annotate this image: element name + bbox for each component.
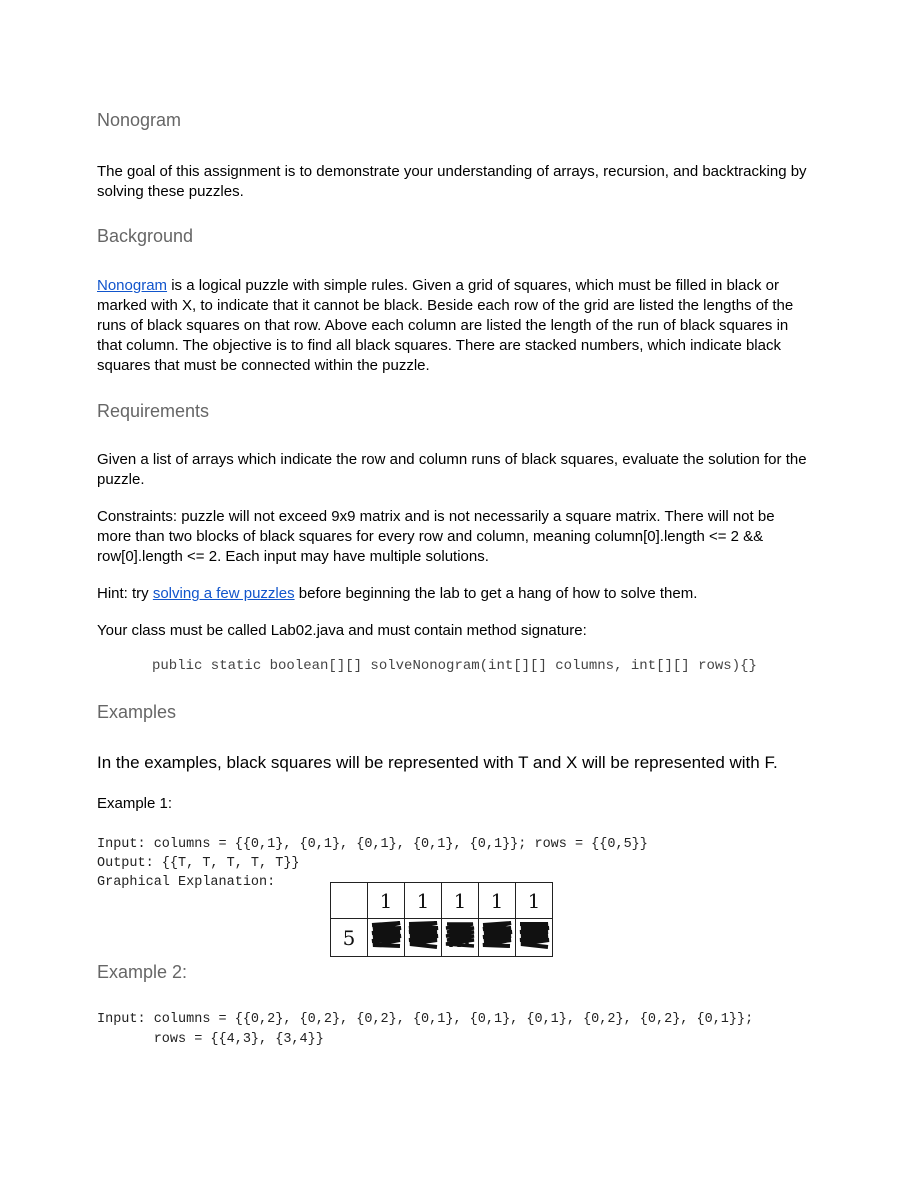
example-2-input-line-1: Input: columns = {{0,2}, {0,2}, {0,2}, {0,1}, {0,1}, {0,1}, {0,2}, {0,2}, {0,1}};: [97, 1012, 754, 1027]
background-heading: Background: [97, 226, 194, 246]
scribble-fill-icon: [443, 919, 477, 951]
solving-puzzles-link[interactable]: solving a few puzzles: [152, 585, 295, 602]
filled-cell: [516, 919, 553, 957]
method-signature: public static boolean[][] solveNonogram(int[][] columns, int[][] rows){}: [152, 658, 757, 674]
example-1-output: Output: {{T, T, T, T, T}}: [97, 856, 300, 871]
filled-cell: [442, 919, 479, 957]
intro-paragraph: The goal of this assignment is to demonstrate your understanding of arrays, recursion, and backtracking by solving these puzzles.: [97, 163, 807, 200]
grid-corner-cell: [331, 883, 368, 919]
column-clue: 1: [368, 883, 405, 919]
class-name-paragraph: Your class must be called Lab02.java and must contain method signature:: [97, 622, 587, 639]
hint-suffix: before beginning the lab to get a hang of how to solve them.: [294, 585, 698, 602]
document-title: Nonogram: [97, 110, 182, 130]
example-1-explanation: Graphical Explanation:: [97, 875, 276, 890]
scribble-fill-icon: [517, 919, 551, 951]
column-clue: 1: [405, 883, 442, 919]
example-1-input: Input: columns = {{0,1}, {0,1}, {0,1}, {0,1}, {0,1}}; rows = {{0,5}}: [97, 837, 648, 852]
scribble-fill-icon: [369, 919, 403, 951]
background-text: is a logical puzzle with simple rules. Given a grid of squares, which must be filled in black or marked with X, to indicate that it cannot be black. Beside each row of the grid are listed the lengths of the runs of black squares on that row. Above each column are listed the length of the run of black squares in that column. The objective is to find all black squares. There are stacked numbers, which indicate black squares that must be connected within the puzzle.: [97, 277, 794, 374]
grid-header-row: [331, 883, 553, 919]
example-2-input-line-2: rows = {{4,3}, {3,4}}: [97, 1032, 324, 1047]
constraints-paragraph: Constraints: puzzle will not exceed 9x9 matrix and is not necessarily a square matrix. There will not be more than two blocks of black squares for every row and column, meaning column[0].length <= 2 && row[0].length <= 2. Each input may have multiple solutions.: [97, 508, 775, 565]
examples-intro: In the examples, black squares will be represented with T and X will be represented with F.: [97, 753, 778, 772]
requirements-heading: Requirements: [97, 401, 210, 421]
filled-cell: [368, 919, 405, 957]
hint-paragraph: [97, 584, 812, 604]
hint-prefix: Hint: try: [97, 585, 153, 602]
nonogram-link[interactable]: Nonogram: [97, 277, 168, 294]
example-1-label: Example 1:: [97, 795, 173, 812]
filled-cell: [405, 919, 442, 957]
row-clue: 5: [331, 919, 368, 957]
requirements-paragraph-1: Given a list of arrays which indicate the row and column runs of black squares, evaluate the solution for the puzzle.: [97, 451, 807, 488]
column-clue: 1: [442, 883, 479, 919]
grid-row: [331, 919, 553, 957]
filled-cell: [479, 919, 516, 957]
example-2-label: Example 2:: [97, 962, 188, 982]
column-clue: 1: [479, 883, 516, 919]
scribble-fill-icon: [406, 919, 440, 951]
examples-heading: Examples: [97, 702, 177, 722]
nonogram-grid: [330, 882, 553, 957]
column-clue: 1: [516, 883, 553, 919]
background-paragraph: [97, 276, 815, 376]
scribble-fill-icon: [480, 919, 514, 951]
